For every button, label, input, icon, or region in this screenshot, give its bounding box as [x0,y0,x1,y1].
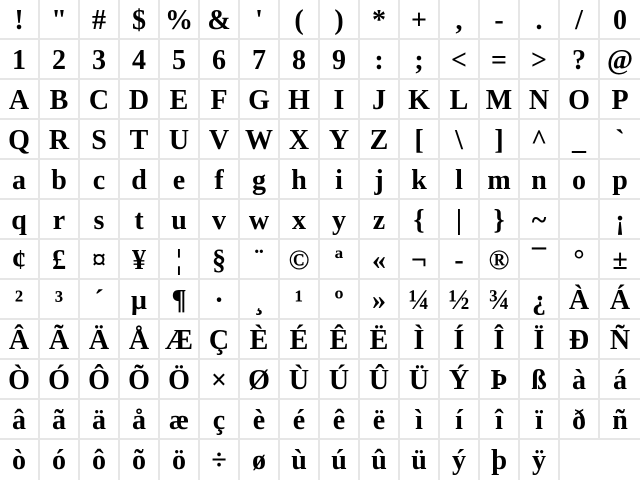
glyph-cell[interactable]: ò [0,440,40,480]
glyph-cell[interactable]: 2 [40,40,80,80]
glyph-cell[interactable]: Ù [280,360,320,400]
glyph-cell[interactable]: £ [40,240,80,280]
glyph-cell[interactable]: ä [80,400,120,440]
glyph-cell[interactable]: / [560,0,600,40]
glyph-cell[interactable]: Q [0,120,40,160]
glyph-cell[interactable]: ® [480,240,520,280]
glyph-cell[interactable]: * [360,0,400,40]
glyph-cell[interactable]: µ [120,280,160,320]
glyph-cell[interactable]: Ó [40,360,80,400]
glyph-cell[interactable]: M [480,80,520,120]
glyph-cell[interactable]: . [520,0,560,40]
glyph-cell[interactable]: ½ [440,280,480,320]
glyph-cell[interactable]: ! [0,0,40,40]
glyph-cell[interactable]: À [560,280,600,320]
glyph-cell[interactable]: à [560,360,600,400]
glyph-cell[interactable]: Á [600,280,640,320]
glyph-cell[interactable]: x [280,200,320,240]
glyph-cell[interactable]: F [200,80,240,120]
glyph-cell[interactable]: H [280,80,320,120]
glyph-cell[interactable]: j [360,160,400,200]
glyph-cell[interactable]: S [80,120,120,160]
glyph-cell[interactable]: ¡ [600,200,640,240]
glyph-cell[interactable]: È [240,320,280,360]
glyph-cell[interactable]: y [320,200,360,240]
glyph-cell[interactable]: ï [520,400,560,440]
glyph-cell[interactable]: p [600,160,640,200]
glyph-cell[interactable]: Ö [160,360,200,400]
glyph-cell[interactable]: U [160,120,200,160]
glyph-cell[interactable]: ¢ [0,240,40,280]
glyph-cell[interactable]: 9 [320,40,360,80]
glyph-cell[interactable]: " [40,0,80,40]
glyph-cell[interactable]: { [400,200,440,240]
glyph-cell[interactable]: û [360,440,400,480]
glyph-cell[interactable]: K [400,80,440,120]
glyph-cell[interactable]: è [240,400,280,440]
glyph-cell[interactable]: Ð [560,320,600,360]
glyph-cell[interactable]: \ [440,120,480,160]
glyph-cell[interactable]: ^ [520,120,560,160]
glyph-cell[interactable]: Ï [520,320,560,360]
glyph-cell[interactable]: e [160,160,200,200]
glyph-cell[interactable]: Ú [320,360,360,400]
glyph-cell[interactable]: Y [320,120,360,160]
glyph-cell[interactable]: × [200,360,240,400]
glyph-cell[interactable]: ¬ [400,240,440,280]
glyph-cell[interactable]: ' [240,0,280,40]
glyph-cell[interactable]: ± [600,240,640,280]
glyph-cell[interactable]: Ì [400,320,440,360]
glyph-cell[interactable]: E [160,80,200,120]
glyph-cell[interactable]: z [360,200,400,240]
glyph-cell[interactable]: Ø [240,360,280,400]
glyph-cell[interactable]: h [280,160,320,200]
glyph-cell[interactable]: · [200,280,240,320]
glyph-cell[interactable]: ú [320,440,360,480]
glyph-cell[interactable]: W [240,120,280,160]
glyph-cell[interactable]: Æ [160,320,200,360]
glyph-cell[interactable]: ç [200,400,240,440]
glyph-cell[interactable]: ü [400,440,440,480]
glyph-cell[interactable]: ¼ [400,280,440,320]
glyph-cell[interactable]: % [160,0,200,40]
glyph-cell[interactable]: ô [80,440,120,480]
glyph-cell[interactable]: o [560,160,600,200]
glyph-cell[interactable]: t [120,200,160,240]
glyph-cell[interactable]: Ã [40,320,80,360]
glyph-cell[interactable]: Ô [80,360,120,400]
glyph-cell[interactable]: d [120,160,160,200]
glyph-cell[interactable]: 7 [240,40,280,80]
glyph-cell[interactable]: m [480,160,520,200]
glyph-cell[interactable]: ¨ [240,240,280,280]
glyph-cell[interactable]: ø [240,440,280,480]
glyph-cell[interactable]: : [360,40,400,80]
glyph-cell[interactable]: - [440,240,480,280]
glyph-cell[interactable]: ´ [80,280,120,320]
glyph-cell[interactable]: 4 [120,40,160,80]
glyph-cell[interactable]: ë [360,400,400,440]
glyph-cell[interactable]: õ [120,440,160,480]
glyph-cell[interactable]: = [480,40,520,80]
glyph-cell[interactable]: ° [560,240,600,280]
glyph-cell[interactable]: > [520,40,560,80]
glyph-cell[interactable]: ù [280,440,320,480]
glyph-cell[interactable]: É [280,320,320,360]
glyph-cell[interactable]: ì [400,400,440,440]
glyph-cell[interactable] [560,200,600,240]
glyph-cell[interactable]: a [0,160,40,200]
glyph-cell[interactable]: R [40,120,80,160]
glyph-cell[interactable]: ª [320,240,360,280]
glyph-cell[interactable]: ß [520,360,560,400]
glyph-cell[interactable]: ñ [600,400,640,440]
glyph-cell[interactable]: Ü [400,360,440,400]
glyph-cell[interactable]: Õ [120,360,160,400]
glyph-cell[interactable]: ` [600,120,640,160]
glyph-cell[interactable]: v [200,200,240,240]
glyph-cell[interactable]: g [240,160,280,200]
glyph-cell[interactable]: - [480,0,520,40]
glyph-cell[interactable]: r [40,200,80,240]
glyph-cell[interactable]: D [120,80,160,120]
glyph-cell[interactable]: @ [600,40,640,80]
glyph-cell[interactable]: & [200,0,240,40]
glyph-cell[interactable]: 3 [80,40,120,80]
glyph-cell[interactable]: Ñ [600,320,640,360]
glyph-cell[interactable]: i [320,160,360,200]
glyph-cell[interactable]: æ [160,400,200,440]
glyph-cell[interactable]: ó [40,440,80,480]
glyph-cell[interactable]: V [200,120,240,160]
glyph-cell[interactable]: á [600,360,640,400]
glyph-cell[interactable]: ê [320,400,360,440]
glyph-cell[interactable]: î [480,400,520,440]
glyph-cell[interactable]: « [360,240,400,280]
glyph-cell[interactable]: Þ [480,360,520,400]
glyph-cell[interactable]: ¾ [480,280,520,320]
glyph-cell[interactable]: n [520,160,560,200]
glyph-cell[interactable]: l [440,160,480,200]
glyph-cell[interactable]: ¶ [160,280,200,320]
glyph-cell[interactable]: k [400,160,440,200]
glyph-cell[interactable]: w [240,200,280,240]
glyph-cell[interactable]: P [600,80,640,120]
glyph-cell[interactable]: Ä [80,320,120,360]
glyph-cell[interactable]: ¯ [520,240,560,280]
glyph-cell[interactable]: 5 [160,40,200,80]
glyph-cell[interactable]: 1 [0,40,40,80]
glyph-cell[interactable]: ¤ [80,240,120,280]
glyph-cell[interactable]: 6 [200,40,240,80]
glyph-cell[interactable]: C [80,80,120,120]
glyph-cell[interactable]: Í [440,320,480,360]
glyph-cell[interactable]: ¥ [120,240,160,280]
glyph-cell[interactable]: ¦ [160,240,200,280]
glyph-cell[interactable]: º [320,280,360,320]
glyph-cell[interactable]: ² [0,280,40,320]
glyph-cell[interactable]: # [80,0,120,40]
glyph-cell[interactable]: f [200,160,240,200]
glyph-cell[interactable]: , [440,0,480,40]
glyph-cell[interactable]: ] [480,120,520,160]
glyph-cell[interactable]: c [80,160,120,200]
glyph-cell[interactable]: J [360,80,400,120]
glyph-cell[interactable]: Ò [0,360,40,400]
glyph-cell[interactable]: Û [360,360,400,400]
glyph-cell[interactable]: § [200,240,240,280]
glyph-cell[interactable]: Z [360,120,400,160]
glyph-cell[interactable]: } [480,200,520,240]
glyph-cell[interactable]: _ [560,120,600,160]
glyph-cell[interactable]: Ç [200,320,240,360]
glyph-cell[interactable]: ö [160,440,200,480]
glyph-cell[interactable]: L [440,80,480,120]
glyph-cell[interactable]: ( [280,0,320,40]
glyph-cell[interactable]: » [360,280,400,320]
glyph-cell[interactable]: O [560,80,600,120]
glyph-cell[interactable]: © [280,240,320,280]
glyph-cell[interactable]: å [120,400,160,440]
glyph-cell[interactable]: ; [400,40,440,80]
glyph-cell[interactable]: $ [120,0,160,40]
glyph-cell[interactable]: 8 [280,40,320,80]
glyph-cell[interactable]: Ê [320,320,360,360]
glyph-cell[interactable]: ÿ [520,440,560,480]
glyph-cell[interactable]: I [320,80,360,120]
glyph-cell[interactable]: ¹ [280,280,320,320]
glyph-cell[interactable]: < [440,40,480,80]
glyph-cell[interactable]: ~ [520,200,560,240]
glyph-cell[interactable]: í [440,400,480,440]
glyph-cell[interactable]: [ [400,120,440,160]
glyph-cell[interactable]: ý [440,440,480,480]
glyph-cell[interactable]: ã [40,400,80,440]
glyph-cell[interactable]: ? [560,40,600,80]
glyph-cell[interactable]: ÷ [200,440,240,480]
glyph-cell[interactable]: â [0,400,40,440]
glyph-cell[interactable]: þ [480,440,520,480]
glyph-cell[interactable]: Ë [360,320,400,360]
glyph-cell[interactable]: | [440,200,480,240]
glyph-cell[interactable]: X [280,120,320,160]
glyph-cell[interactable]: Î [480,320,520,360]
glyph-cell[interactable]: G [240,80,280,120]
glyph-cell[interactable]: ¸ [240,280,280,320]
glyph-cell[interactable]: + [400,0,440,40]
glyph-cell[interactable]: u [160,200,200,240]
glyph-cell[interactable]: ¿ [520,280,560,320]
glyph-cell[interactable]: b [40,160,80,200]
glyph-cell[interactable]: Å [120,320,160,360]
glyph-cell[interactable]: T [120,120,160,160]
glyph-cell[interactable]: Ý [440,360,480,400]
glyph-cell[interactable]: A [0,80,40,120]
glyph-cell[interactable]: N [520,80,560,120]
glyph-cell[interactable]: s [80,200,120,240]
empty-region [560,440,640,480]
glyph-cell[interactable]: ) [320,0,360,40]
glyph-cell[interactable]: ³ [40,280,80,320]
glyph-cell[interactable]: B [40,80,80,120]
glyph-cell[interactable]: Â [0,320,40,360]
glyph-cell[interactable]: é [280,400,320,440]
glyph-cell[interactable]: q [0,200,40,240]
glyph-cell[interactable]: 0 [600,0,640,40]
glyph-cell[interactable]: ð [560,400,600,440]
